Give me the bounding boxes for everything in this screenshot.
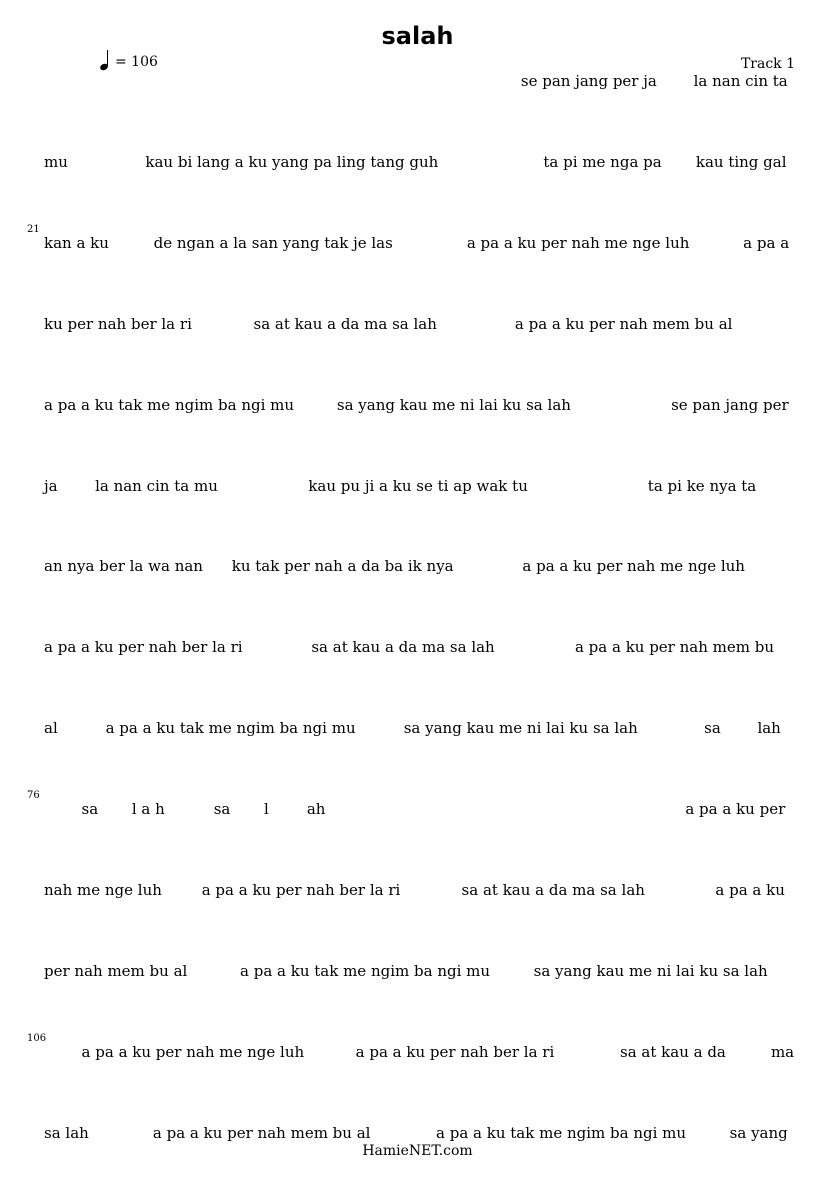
lyric-line [44,72,795,92]
lyric-line [44,153,795,173]
lyric-syllables: sa at kau a da ma sa lah [461,881,645,899]
page-title: salah [381,22,454,50]
tempo-marking [100,50,158,70]
lyric-line [44,638,795,658]
lyric-syllables: a pa a ku per nah me nge luh [522,557,745,576]
lyric-syllables: sa yang kau me ni lai ku sa lah [533,961,768,980]
lyric-syllables: a pa a ku tak me ngim ba ngi mu [436,1123,687,1142]
lyric-syllables: nah me nge luh [44,881,162,899]
lyric-syllables: de ngan a la san yang tak je las [153,233,393,252]
lyric-syllables: ku per nah ber la ri [44,314,192,333]
lyric-syllables: sa at kau a da [620,1042,726,1061]
lyric-syllables: ta pi ke nya ta [647,476,757,495]
lyric-syllables: kan a ku [44,233,109,252]
lyric-syllables: sa at kau a da ma sa lah [253,314,437,333]
lyric-syllables: an nya ber la wa nan [44,557,203,576]
lyric-syllables: kau ting gal [695,152,787,171]
lyric-syllables: sa yang kau me ni lai ku sa lah [403,719,638,738]
lyric-syllables: a pa a [743,233,790,252]
bar-number: 106 [27,1032,47,1044]
lyric-syllables: ta pi me nga pa [543,152,662,171]
track-label: Track 1 [740,56,795,72]
lyric-syllables: a pa a ku tak me ngim ba ngi mu [240,961,491,980]
lyric-syllables: ma [770,1042,795,1061]
lyric-syllables: a pa a ku per nah mem bu [574,638,775,657]
lyric-syllables: l a h [131,800,165,819]
lyric-syllables: sa at kau a da ma sa lah [311,638,495,657]
lyric-syllables: sa yang [729,1123,788,1142]
lyric-syllables: se pan jang per ja [520,72,657,90]
lyric-syllables: mu [44,152,68,171]
lyric-syllables: sa lah [44,1123,89,1142]
lyric-syllables: a pa a ku per nah ber la ri [44,638,243,657]
lyric-line [44,234,795,254]
lyric-syllables: a pa a ku per nah me nge luh [466,233,690,252]
lyric-line [44,557,795,577]
lyric-syllables: ah [306,800,326,819]
lyric-syllables: kau bi lang a ku yang pa ling tang guh [145,152,439,171]
lyric-syllables: sa [81,800,99,819]
lyric-syllables: ja [44,476,58,495]
lyric-syllables: a pa a ku per nah mem bu al [152,1123,371,1142]
lyric-syllables: se pan jang per [671,395,789,414]
lyric-syllables: l [264,800,269,819]
lyric-syllables: a pa a ku per nah ber la ri [201,881,401,899]
lyric-syllables: a pa a ku [715,881,785,899]
lyric-line [44,396,795,416]
lyric-syllables: a pa a ku per [685,800,786,819]
lyric-syllables: la nan cin ta [693,72,788,90]
lyric-syllables: sa yang kau me ni lai ku sa lah [336,395,571,414]
bar-number: 76 [27,790,40,802]
lyric-syllables: per nah mem bu al [44,961,188,980]
lyric-line [44,800,795,820]
footer-site: HamieNET.com [362,1143,473,1159]
lyric-syllables: a pa a ku tak me ngim ba ngi mu [44,395,295,414]
lyric-line [44,1043,795,1063]
lyric-syllables: sa [213,800,231,819]
lyric-syllables: a pa a ku per nah mem bu al [514,314,733,333]
bar-number: 21 [27,223,40,235]
lyric-syllables: al [44,719,58,738]
lyric-line [44,719,795,739]
lyric-line [44,962,795,982]
lyric-syllables: ku tak per nah a da ba ik nya [231,557,454,576]
lyric-syllables: a pa a ku per nah me nge luh [81,1042,305,1061]
quarter-note-icon [100,50,112,70]
lyric-line [44,477,795,497]
lyric-line [44,1124,795,1144]
lyric-line [44,881,795,901]
lyric-syllables: a pa a ku per nah ber la ri [355,1042,555,1061]
lyric-syllables: la nan cin ta mu [95,476,218,495]
lyric-syllables: kau pu ji a ku se ti ap wak tu [308,476,528,495]
tempo-value: = 106 [115,54,158,70]
lyric-line [44,315,795,335]
lyric-syllables: sa [704,719,721,738]
lyric-syllables: lah [757,719,781,738]
lyric-syllables: a pa a ku tak me ngim ba ngi mu [105,719,356,738]
